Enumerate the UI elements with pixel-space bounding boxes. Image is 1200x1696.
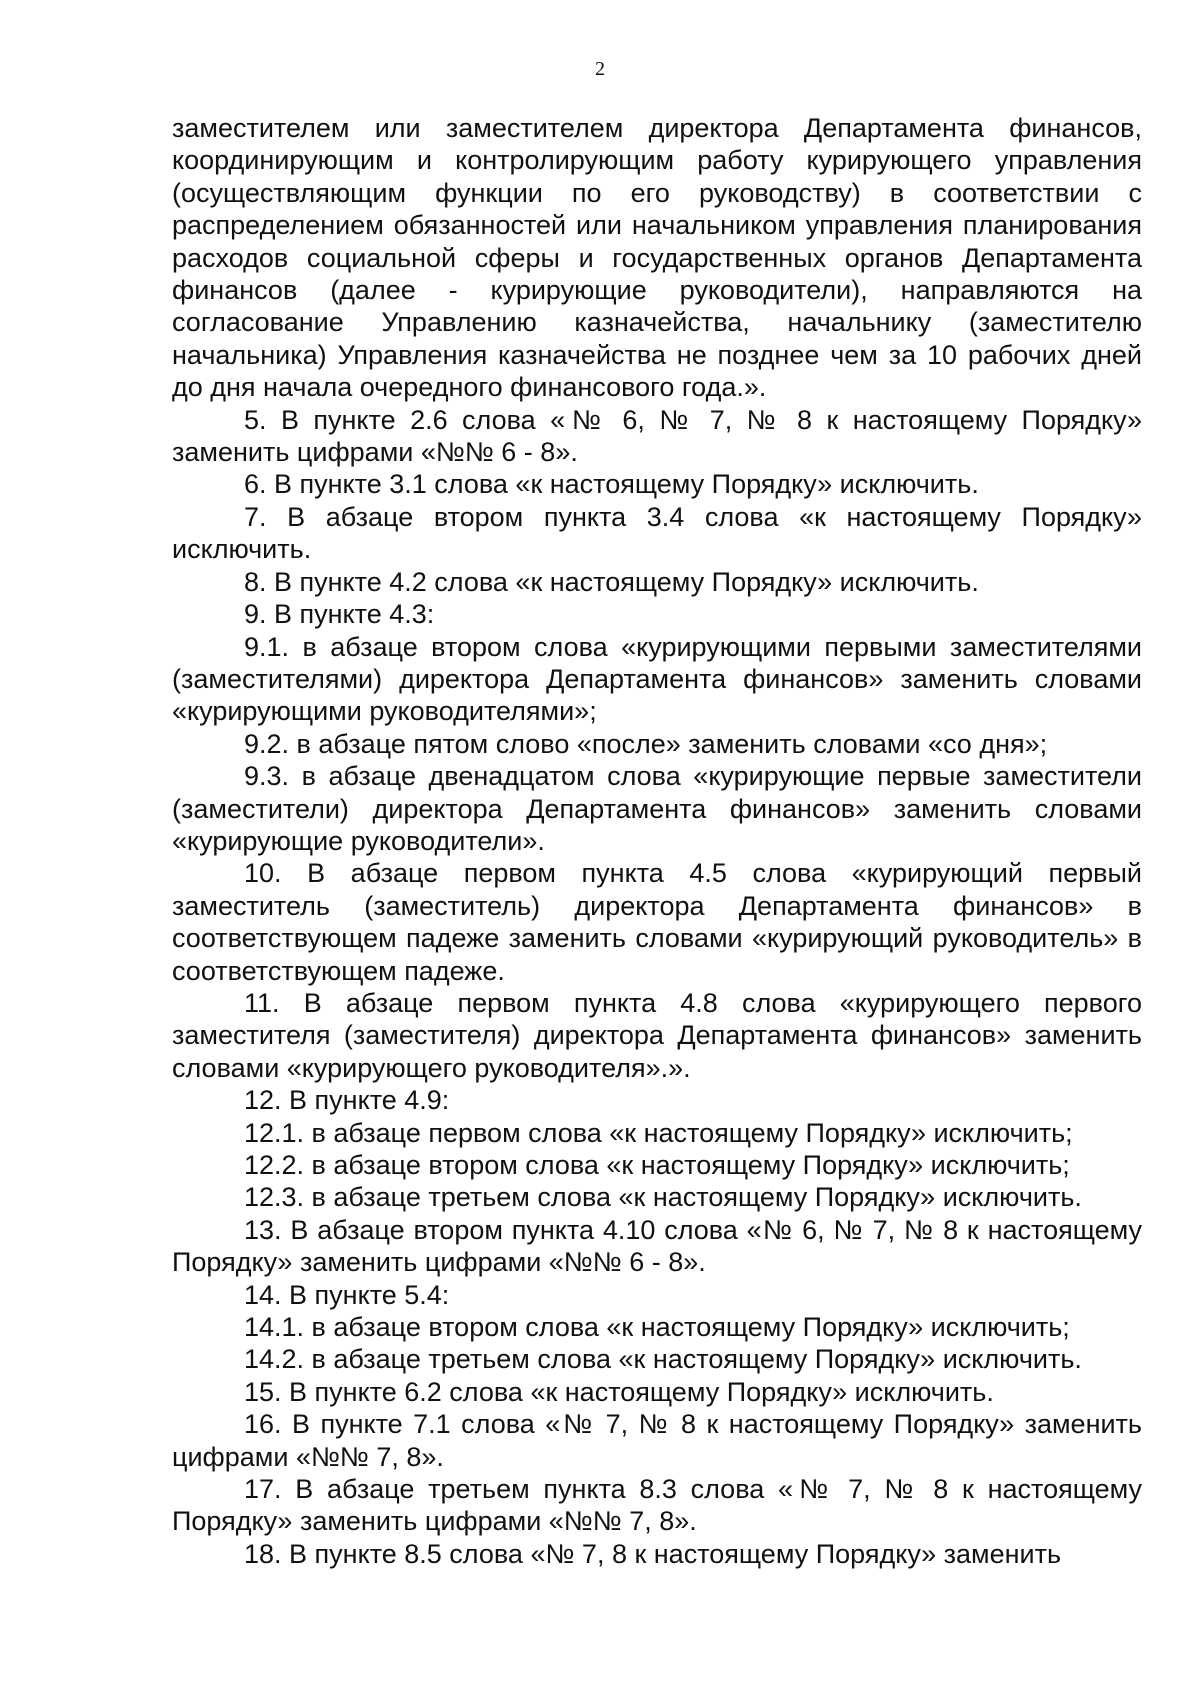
paragraph: 12.2. в абзаце втором слова «к настоящему Порядку» исключить; bbox=[244, 1150, 1070, 1180]
paragraph: 14. В пункте 5.4: bbox=[244, 1279, 450, 1310]
paragraph: 8. В пункте 4.2 слова «к настоящему Порядку» исключить. bbox=[244, 566, 979, 597]
paragraph: 16. В пункте 7.1 слова «№ 7, № 8 к настоящему Порядку» заменить цифрами «№№ 7, 8». bbox=[172, 1409, 1142, 1472]
paragraph: 15. В пункте 6.2 слова «к настоящему Порядку» исключить. bbox=[244, 1376, 994, 1407]
paragraph: 9. В пункте 4.3: bbox=[244, 599, 435, 630]
paragraph: 10. В абзаце первом пункта 4.5 слова «курирующий первый заместитель (заместитель) директора Департамента финансов» в соответствующем падеже заменить словами «курирующий руководитель» в соответствующем падеже. bbox=[172, 858, 1142, 986]
page-number: 2 bbox=[595, 58, 605, 80]
paragraph: 5. В пункте 2.6 слова «№ 6, № 7, № 8 к настоящему Порядку» заменить цифрами «№№ 6 - 8». bbox=[172, 404, 1142, 468]
paragraph: 17. В абзаце третьем пункта 8.3 слова «№ 7, № 8 к настоящему Порядку» заменить цифрами «№№ 7, 8». bbox=[172, 1474, 1142, 1537]
paragraph: 13. В абзаце втором пункта 4.10 слова «№ 6, № 7, № 8 к настоящему Порядку» заменить цифрами «№№ 6 - 8». bbox=[172, 1214, 1142, 1278]
paragraph: 9.2. в абзаце пятом слово «после» заменить словами «со дня»; bbox=[244, 728, 1048, 759]
paragraph: 9.1. в абзаце втором слова «курирующими первыми заместителями (заместителями) директора Департамента финансов» заменить словами «курирующими руководителями»; bbox=[172, 631, 1142, 727]
paragraph: 12.3. в абзаце третьем слова «к настоящему Порядку» исключить. bbox=[244, 1182, 1082, 1213]
paragraph: 14.1. в абзаце втором слова «к настоящему Порядку» исключить; bbox=[244, 1312, 1070, 1343]
paragraph: 9.3. в абзаце двенадцатом слова «курирующие первые заместители (заместители) директора Департамента финансов» заменить словами «курирующие руководители». bbox=[172, 761, 1142, 856]
paragraph: 12. В пункте 4.9: bbox=[244, 1085, 450, 1116]
document-body bbox=[172, 112, 1142, 1570]
paragraph: 18. В пункте 8.5 слова «№ 7, 8 к настоящему Порядку» заменить bbox=[244, 1538, 1062, 1569]
paragraph: 7. В абзаце втором пункта 3.4 слова «к настоящему Порядку» исключить. bbox=[172, 501, 1142, 565]
paragraph: 6. В пункте 3.1 слова «к настоящему Порядку» исключить. bbox=[244, 469, 979, 500]
paragraph: 12.1. в абзаце первом слова «к настоящему Порядку» исключить; bbox=[244, 1117, 1073, 1148]
paragraph: 14.2. в абзаце третьем слова «к настоящему Порядку» исключить. bbox=[244, 1344, 1082, 1375]
paragraph: 11. В абзаце первом пункта 4.8 слова «курирующего первого заместителя (заместителя) директора Департамента финансов» заменить словами «курирующего руководителя».». bbox=[172, 987, 1142, 1083]
paragraph: заместителем или заместителем директора Департамента финансов, координирующим и контролирующим работу курирующего управления (осуществляющим функции по его руководству) в соответствии с распределением обязанностей или начальником управления планирования расходов социальной сферы и государственных органов Департамента финансов (далее - курирующие руководители), направляются на согласование Управлению казначейства, начальнику (заместителю начальника) Управления казначейства не позднее чем за 10 рабочих дней до дня начала очередного финансового года.». bbox=[172, 113, 1142, 403]
